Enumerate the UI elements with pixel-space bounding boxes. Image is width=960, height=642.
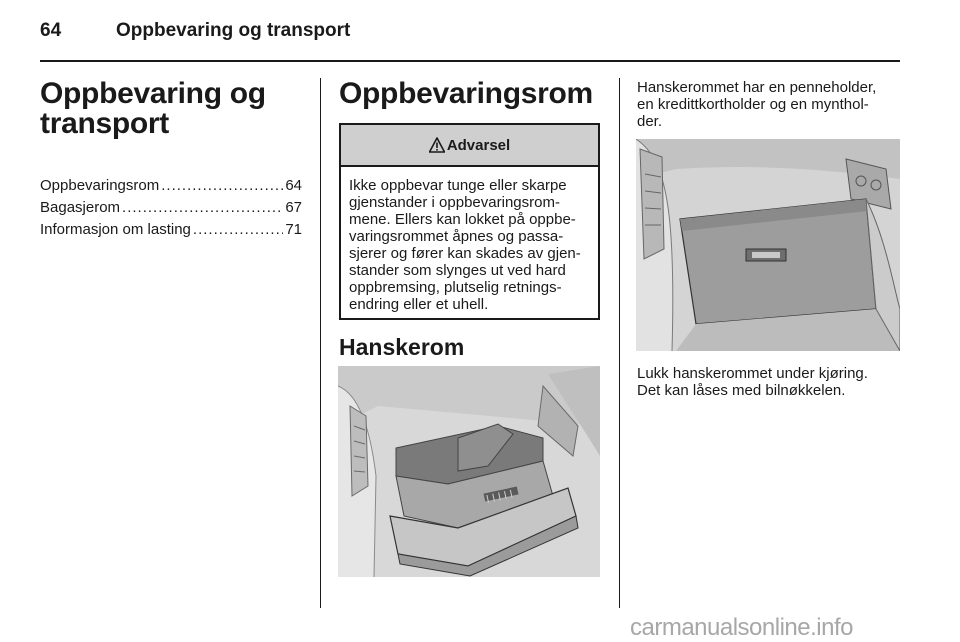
header-rule — [40, 60, 900, 62]
toc-entry-page: 67 — [285, 199, 302, 216]
paragraph-line: Hanskerommet har en penneholder, — [637, 79, 877, 96]
warning-line: mene. Ellers kan lokket på oppbe- — [349, 211, 576, 228]
column-divider-left — [320, 78, 321, 608]
warning-header — [341, 125, 598, 167]
toc-entry-label: Bagasjerom — [40, 199, 121, 216]
paragraph-line: en kredittkortholder og en mynthol- — [637, 96, 869, 113]
toc-entry-label: Informasjon om lasting — [40, 221, 191, 238]
toc-entry-label: Oppbevaringsrom — [40, 177, 160, 194]
toc-leader — [161, 177, 283, 194]
warning-line: sjerer og fører kan skades av gjen- — [349, 245, 581, 262]
table-of-contents — [40, 177, 302, 243]
paragraph-glovebox-lock — [637, 365, 907, 399]
warning-line: gjenstander i oppbevaringsrom- — [349, 194, 560, 211]
warning-line: stander som slynges ut ved hard — [349, 262, 566, 279]
column-divider-right — [619, 78, 620, 608]
warning-line: varingsrommet åpnes og passa- — [349, 228, 564, 245]
glovebox-open-illustration — [338, 366, 600, 577]
subsection-title: Hanskerom — [339, 334, 465, 360]
warning-heading: Advarsel — [446, 136, 511, 154]
chapter-title-line: transport — [40, 107, 169, 140]
toc-entry[interactable] — [40, 177, 302, 199]
watermark: carmanualsonline.info — [630, 614, 853, 641]
paragraph-glovebox-features — [637, 79, 907, 130]
paragraph-line: der. — [637, 113, 663, 130]
warning-line: endring eller et uhell. — [349, 296, 489, 313]
warning-box — [339, 123, 600, 320]
paragraph-line: Lukk hanskerommet under kjøring. — [637, 365, 868, 382]
warning-text — [341, 167, 598, 313]
warning-line: oppbremsing, plutselig retnings- — [349, 279, 562, 296]
toc-entry-page: 71 — [285, 221, 302, 238]
page-number: 64 — [40, 20, 62, 41]
toc-leader — [193, 221, 283, 238]
warning-line: Ikke oppbevar tunge eller skarpe — [349, 177, 567, 194]
warning-triangle-icon — [429, 137, 445, 153]
section-title: Oppbevaringsrom — [339, 77, 593, 110]
paragraph-line: Det kan låses med bilnøkkelen. — [637, 382, 846, 399]
toc-entry[interactable] — [40, 199, 302, 221]
toc-entry[interactable] — [40, 221, 302, 243]
toc-entry-page: 64 — [285, 177, 302, 194]
toc-leader — [122, 199, 283, 216]
chapter-title — [40, 79, 310, 139]
chapter-title-line: Oppbevaring og — [40, 77, 266, 110]
running-title: Oppbevaring og transport — [116, 20, 351, 41]
glovebox-closed-illustration — [636, 139, 900, 351]
